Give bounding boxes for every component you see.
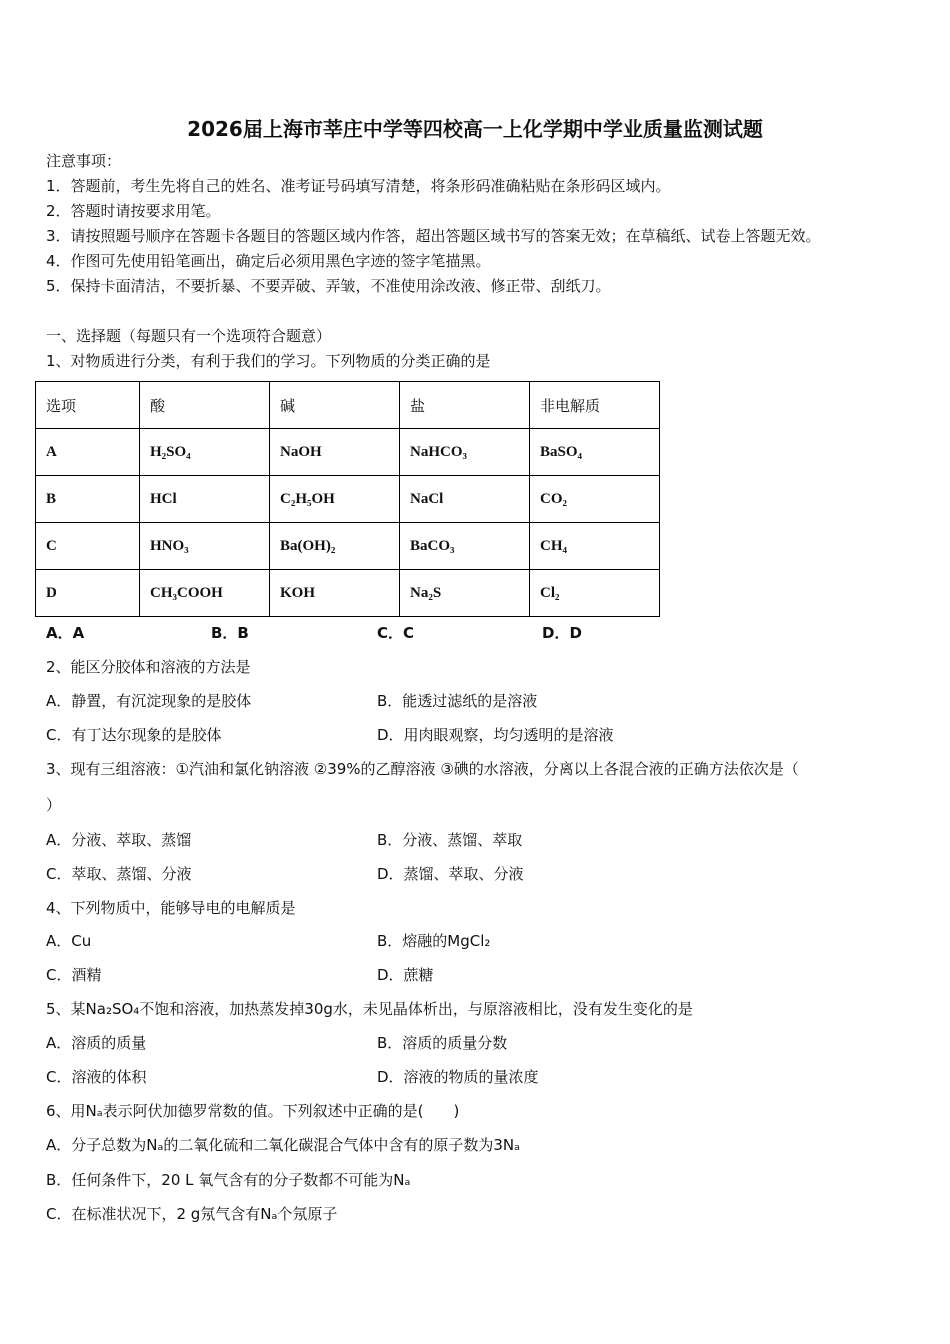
- table-cell: HNO₃: [140, 523, 270, 570]
- option: C．萃取、蒸馏、分液: [46, 865, 192, 883]
- table-header: 盐: [400, 382, 530, 429]
- table-cell: Cl₂: [530, 570, 660, 617]
- table-header: 非电解质: [530, 382, 660, 429]
- option: B．B: [211, 624, 249, 642]
- table-row: [36, 476, 660, 523]
- table-cell: CO₂: [530, 476, 660, 523]
- notice-item: 4．作图可先使用铅笔画出，确定后必须用黑色字迹的签字笔描黑。: [46, 252, 491, 270]
- question-5-stem: 5、某Na₂SO₄不饱和溶液，加热蒸发掉30g水，未见晶体析出，与原溶液相比，没有发生变化的是: [46, 1000, 693, 1018]
- table-header: 碱: [270, 382, 400, 429]
- question-6-stem: 6、用Nₐ表示阿伏加德罗常数的值。下列叙述中正确的是( ): [46, 1102, 460, 1120]
- table-cell: HCl: [140, 476, 270, 523]
- option: A．静置，有沉淀现象的是胶体: [46, 692, 252, 710]
- table-cell: B: [36, 476, 140, 523]
- option: C．有丁达尔现象的是胶体: [46, 726, 222, 744]
- option: A．分子总数为Nₐ的二氧化硫和二氧化碳混合气体中含有的原子数为3Nₐ: [46, 1136, 520, 1154]
- question-3-stem: 3、现有三组溶液：①汽油和氯化钠溶液 ②39%的乙醇溶液 ③碘的水溶液，分离以上各混合液的正确方法依次是（: [46, 760, 799, 778]
- table-header-row: [36, 382, 660, 429]
- table-cell: Na₂S: [400, 570, 530, 617]
- table-cell: KOH: [270, 570, 400, 617]
- option: A．A: [46, 624, 85, 642]
- option: C．在标准状况下，2 g氖气含有Nₐ个氖原子: [46, 1205, 338, 1223]
- option: B．溶质的质量分数: [377, 1034, 508, 1052]
- notice-item: 3．请按照题号顺序在答题卡各题目的答题区域内作答，超出答题区域书写的答案无效；在草稿纸、试卷上答题无效。: [46, 227, 821, 245]
- option: D．用肉眼观察，均匀透明的是溶液: [377, 726, 614, 744]
- table-row: [36, 570, 660, 617]
- table-cell: CH₄: [530, 523, 660, 570]
- table-cell: CH₃COOH: [140, 570, 270, 617]
- table-cell: D: [36, 570, 140, 617]
- page-title: 2026届上海市莘庄中学等四校高一上化学期中学业质量监测试题: [187, 117, 763, 141]
- notice-heading: 注意事项：: [46, 152, 122, 170]
- table-row: [36, 429, 660, 476]
- table-cell: BaCO₃: [400, 523, 530, 570]
- notice-item: 1．答题前，考生先将自己的姓名、准考证号码填写清楚，将条形码准确粘贴在条形码区域内。: [46, 177, 671, 195]
- question-1-stem: 1、对物质进行分类，有利于我们的学习。下列物质的分类正确的是: [46, 352, 491, 370]
- option: C．溶液的体积: [46, 1068, 147, 1086]
- option: D．D: [542, 624, 582, 642]
- table-cell: H₂SO₄: [140, 429, 270, 476]
- notice-item: 5．保持卡面清洁，不要折暴、不要弄破、弄皱，不准使用涂改液、修正带、刮纸刀。: [46, 277, 611, 295]
- question-4-stem: 4、下列物质中，能够导电的电解质是: [46, 899, 296, 917]
- table-cell: NaCl: [400, 476, 530, 523]
- classification-table: [35, 381, 660, 617]
- question-2-stem: 2、能区分胶体和溶液的方法是: [46, 658, 251, 676]
- table-cell: NaHCO₃: [400, 429, 530, 476]
- option: A．分液、萃取、蒸馏: [46, 831, 192, 849]
- table-row: [36, 523, 660, 570]
- option: B．任何条件下，20 L 氧气含有的分子数都不可能为Nₐ: [46, 1171, 411, 1189]
- question-3-stem-end: ）: [46, 796, 62, 814]
- option: B．分液、蒸馏、萃取: [377, 831, 523, 849]
- option: B．熔融的MgCl₂: [377, 932, 491, 950]
- table-cell: C₂H₅OH: [270, 476, 400, 523]
- option: D．溶液的物质的量浓度: [377, 1068, 539, 1086]
- table-header: 选项: [36, 382, 140, 429]
- option: C．C: [377, 624, 415, 642]
- table-cell: Ba(OH)₂: [270, 523, 400, 570]
- table-header: 酸: [140, 382, 270, 429]
- table-cell: NaOH: [270, 429, 400, 476]
- table-cell: A: [36, 429, 140, 476]
- section-heading: 一、选择题（每题只有一个选项符合题意）: [46, 327, 332, 345]
- table-cell: BaSO₄: [530, 429, 660, 476]
- option: A．Cu: [46, 932, 92, 950]
- option: D．蒸馏、萃取、分液: [377, 865, 524, 883]
- option: A．溶质的质量: [46, 1034, 147, 1052]
- option: D．蔗糖: [377, 966, 434, 984]
- notice-item: 2．答题时请按要求用笔。: [46, 202, 221, 220]
- table-cell: C: [36, 523, 140, 570]
- option: C．酒精: [46, 966, 102, 984]
- option: B．能透过滤纸的是溶液: [377, 692, 538, 710]
